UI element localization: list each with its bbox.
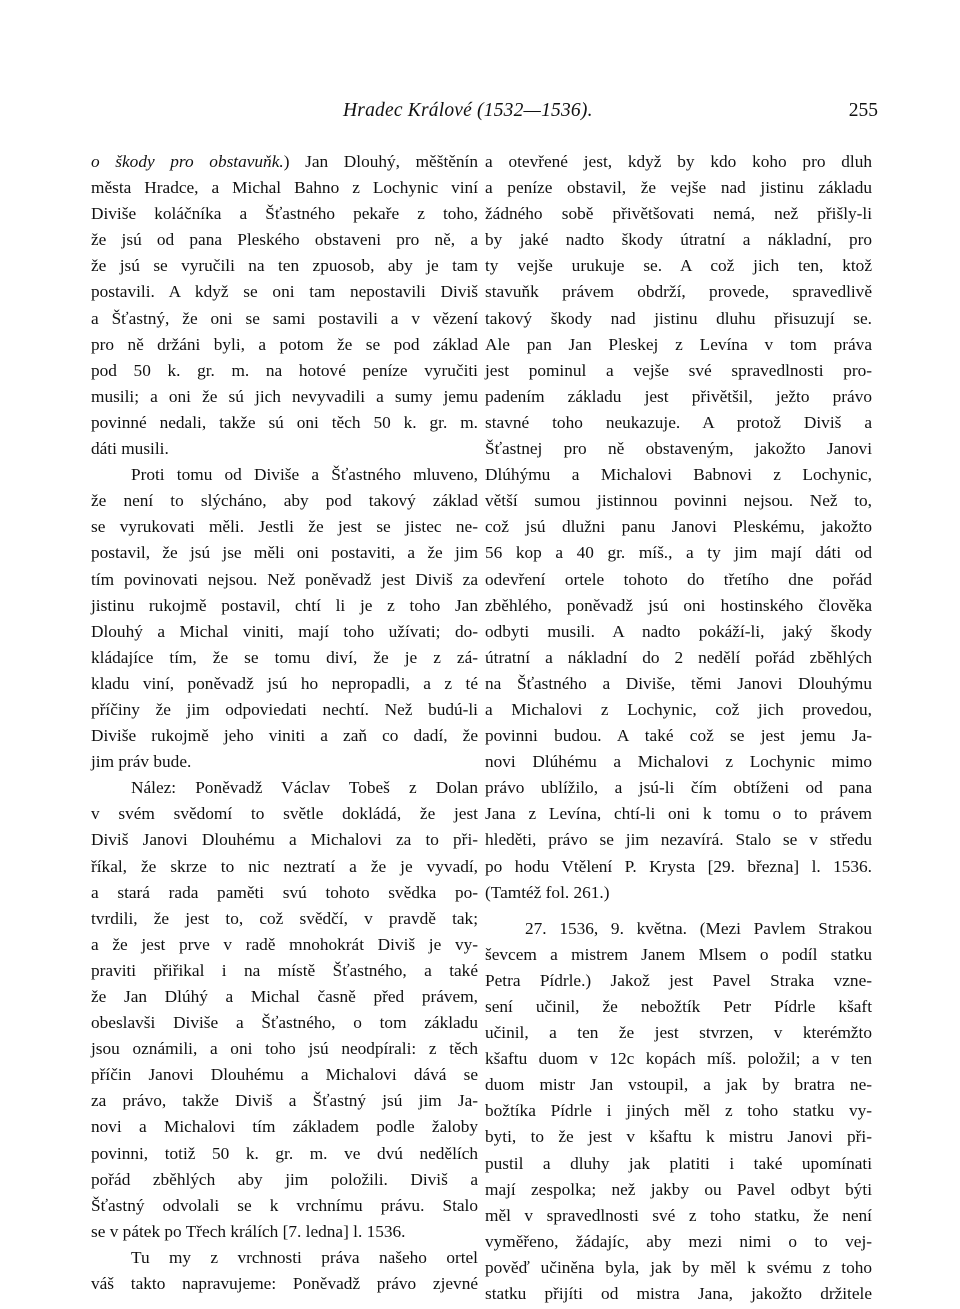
text-line: v svém svědomí to světle dokládá, že jest [91, 804, 478, 824]
text-line: musili; a oni že sú jich nevyvadili a sumy jemu [91, 386, 478, 406]
text-line: tím povinovati nejsou. Než poněvadž jest Diviš za [91, 569, 478, 589]
left-text-column [91, 149, 478, 1297]
text-line: pustil a dluhy jak platiti i také upomínati [485, 1153, 872, 1173]
text-line: že jsú od pana Pleského obstaveni pro ně, a [91, 230, 478, 250]
text-line: se v pátek po Třech králích [7. ledna] l. 1536. [91, 1221, 406, 1241]
text-line: (Tamtéž fol. 261.) [485, 882, 610, 902]
text-line: stavuňk právem obdrží, provede, spravedlivě [485, 282, 872, 302]
text-line: města Hradce, a Michal Bahno z Lochynic viní [91, 178, 478, 198]
text-line: Ale pan Jan Pleskej z Levína v tom práva [485, 334, 872, 354]
text-line: ševcem a mistrem Janem Mlsem o podíl statku [485, 944, 872, 964]
text-line: padením základu jest přivětšil, ježto právo [485, 386, 872, 406]
text-line: a peníze obstavil, že vejše nad jistinu základu [485, 178, 872, 198]
text-line: a Šťastný, že oni se sami postavili a v vězení [91, 308, 478, 328]
right-text-column [485, 149, 872, 1307]
text-line: vyměřeno, žádajíc, aby mezi nimi o to vej- [485, 1231, 872, 1251]
text-line: útratní a nákladní do 2 nedělí pořád zběhlých [485, 647, 872, 667]
text-line: obeslavši Diviše a Šťastného, o tom základu [91, 1013, 478, 1033]
text-line: Diviše rukojmě jeho viniti a zaň co dadí, že [91, 726, 478, 746]
text-line: Jana z Levína, chtí-li oni k tomu o to právem [485, 804, 872, 824]
text-line: duom mistr Jan vstoupil, a jak by bratra ne- [485, 1075, 872, 1095]
italic-text: o škody pro obstavuňk. [91, 152, 284, 171]
text-line: by jaké nadto škody útratní a nákladní, pro [485, 230, 872, 250]
text-line: ty vejše urukuje se. A což jich ten, ktož [485, 256, 872, 276]
text-line: žádného sobě přivětšovati nemá, než přišly-li [485, 204, 872, 224]
text-line: Šťastný odvolali se k vrchnímu právu. Stalo [91, 1195, 478, 1215]
text-line: pověď učiněna byla, jak by měl k svému z toho [485, 1257, 872, 1277]
text-line: že Jan Dlúhý a Michal časně před právem, [91, 987, 478, 1006]
text-line: statku přijíti od mistra Jana, jakožto držitele [485, 1284, 872, 1304]
text-line: Nález: Poněvadž Václav Tobeš z Dolan [131, 778, 478, 798]
text-line: větší sumou jistinnou povinni nejsou. Než to, [485, 491, 872, 511]
text-line: pořád zběhlých aby jim položili. Diviš a [91, 1169, 478, 1189]
text-line: právo ublížilo, a jsú-li čím obtíženi od pana [485, 778, 872, 798]
text-line: měl v spravedlnosti své z toho statku, že není [485, 1205, 872, 1225]
text-line: zběhlého, poněvadž jsú oni hostinského člověka [485, 595, 872, 615]
text-line: příčin Janovi Dlouhému a Michalovi dává se [91, 1065, 478, 1085]
text-line: Dlouhý a Michal viniti, mají toho užívati; do- [91, 621, 478, 641]
text-line: dáti musili. [91, 439, 169, 459]
text-line: Petra Pídrle.) Jakož jest Pavel Straka vzne- [485, 970, 872, 990]
text-line: pod 50 k. gr. m. na hotové peníze vyručiti [91, 360, 478, 380]
text-line: hleděti, právo se jim nezavírá. Stalo se v středu [485, 830, 872, 850]
text-line: povinni budou. A také což se jest jemu Ja- [485, 726, 872, 746]
text-line: novi a Michalovi tím základem podle žaloby [91, 1117, 478, 1137]
text-line: takový škody nad jistinu dluhu přisuzují se. [485, 308, 872, 328]
text-line: jistinu rukojmě postavil, chtí li je z toho Jan [91, 595, 478, 615]
text-line: říkal, že skrze to nic neztratí a že je vyvadí, [91, 856, 478, 876]
text-line: že jsú se vyručili na ten zpuosob, aby je tam [91, 256, 478, 276]
text-line: Diviš Janovi Dlouhému a Michalovi za to při- [91, 830, 478, 850]
text-line: povinné nedali, takže sú oni těch 50 k. gr. m. [91, 412, 478, 432]
text-line: Diviše koláčníka a Šťastného pekaře z toho, [91, 204, 478, 224]
text-line: stavné toho neukazuje. A protož Diviš a [485, 412, 872, 432]
text-line: váš takto napravujeme: Poněvadž právo zjevné [91, 1274, 478, 1294]
text-line: praviti přiřikal i na místě Šťastného, a také [91, 960, 478, 980]
text-line: se vyrukovati měli. Jestli že jest se jistec ne- [91, 517, 478, 537]
text-line: jest pominul a vejše své spravedlnosti pro- [485, 360, 872, 380]
text-line: odevření ortele tohoto do třetího dne pořád [485, 569, 872, 589]
text-line: po hodu Vtělení P. Krysta [29. března] l. 1536. [485, 856, 872, 876]
text-line: o škody pro obstavuňk.) Jan Dlouhý, měštěnín [91, 152, 478, 171]
text-line: kladu viní, poněvadž jsú ho nepropadli, a z té [91, 673, 478, 693]
text-line: sení učinil, že nebožtík Petr Pídrle kšaft [485, 997, 872, 1016]
text-line: že není to slýcháno, aby pod takový základ [91, 491, 478, 511]
text-line: mají zespolka; než jakby ou Pavel odbyt býti [485, 1179, 872, 1199]
text-line: novi Dlúhému a Michalovi z Lochynic mimo [485, 752, 872, 772]
text-line: učinil, a ten že jest stvrzen, v kterémžto [485, 1023, 872, 1043]
text-line: na Šťastného a Diviše, těmi Janovi Dlouhýmu [485, 673, 872, 693]
text-line: pro ně držáni byli, a potom že se pod základ [91, 334, 478, 354]
page-number: 255 [848, 100, 878, 121]
text-line: postavil, že jsú jse měli oni postaviti, a že jim [91, 543, 478, 563]
text-line: příčiny že jim odpoviedati nechtí. Než budú-li [91, 699, 478, 719]
text-line: a otevřené jest, když by kdo koho pro dluh [485, 152, 872, 171]
text-line: Proti tomu od Diviše a Šťastného mluveno, [131, 465, 478, 485]
text-line: 27. 1536, 9. května. (Mezi Pavlem Strakou [525, 918, 872, 938]
text-line: postavili. A když se oni tam nepostavili Diviš [91, 282, 478, 302]
text-line: a že jest prve v radě mnohokrát Diviš je vy- [91, 934, 478, 954]
text-line: a Michalovi z Lochynic, což jich provedou, [485, 699, 872, 719]
text-line: za právo, takže Diviš a Šťastný jsú jim Ja- [91, 1091, 478, 1111]
text-line: kšaftu duom v 12c kopách míš. položil; a v ten [485, 1049, 872, 1069]
text-line: božtíka Pídrle i jiných měl z toho statku vy- [485, 1101, 872, 1121]
text-line: 56 kop a 40 gr. míš., a ty jim mají dáti od [485, 543, 872, 563]
text-line: tvrdili, že jest to, což svědčí, v pravdě tak; [91, 908, 478, 928]
text-line: odbyti musili. A nadto pokáží-li, jaký škody [485, 621, 872, 641]
text-line: kládajíce tím, že se tomu diví, že je z zá- [91, 647, 478, 667]
text-line: jim práv bude. [91, 752, 192, 772]
running-header-title: Hradec Králové (1532—1536). [343, 100, 593, 121]
text-line: Šťastnej pro ně obstaveným, jakožto Janovi [485, 439, 872, 459]
text-line: což jsú dlužni panu Janovi Pleskému, jakožto [485, 517, 872, 537]
text-line: Dlúhýmu a Michalovi Babnovi z Lochynic, [485, 465, 872, 485]
text-line: a stará rada paměti svú tohoto svědka po- [91, 882, 478, 902]
text-line: Tu my z vrchnosti práva našeho ortel [131, 1247, 478, 1267]
text-line: byti, to že jest v kšaftu k mistru Janovi při- [485, 1127, 872, 1147]
text-line: povinni, totiž 50 k. gr. m. ve dvú nedělích [91, 1143, 478, 1163]
text-line: jsou oznámili, a oni toho jsú neodpírali: z těch [91, 1039, 478, 1059]
